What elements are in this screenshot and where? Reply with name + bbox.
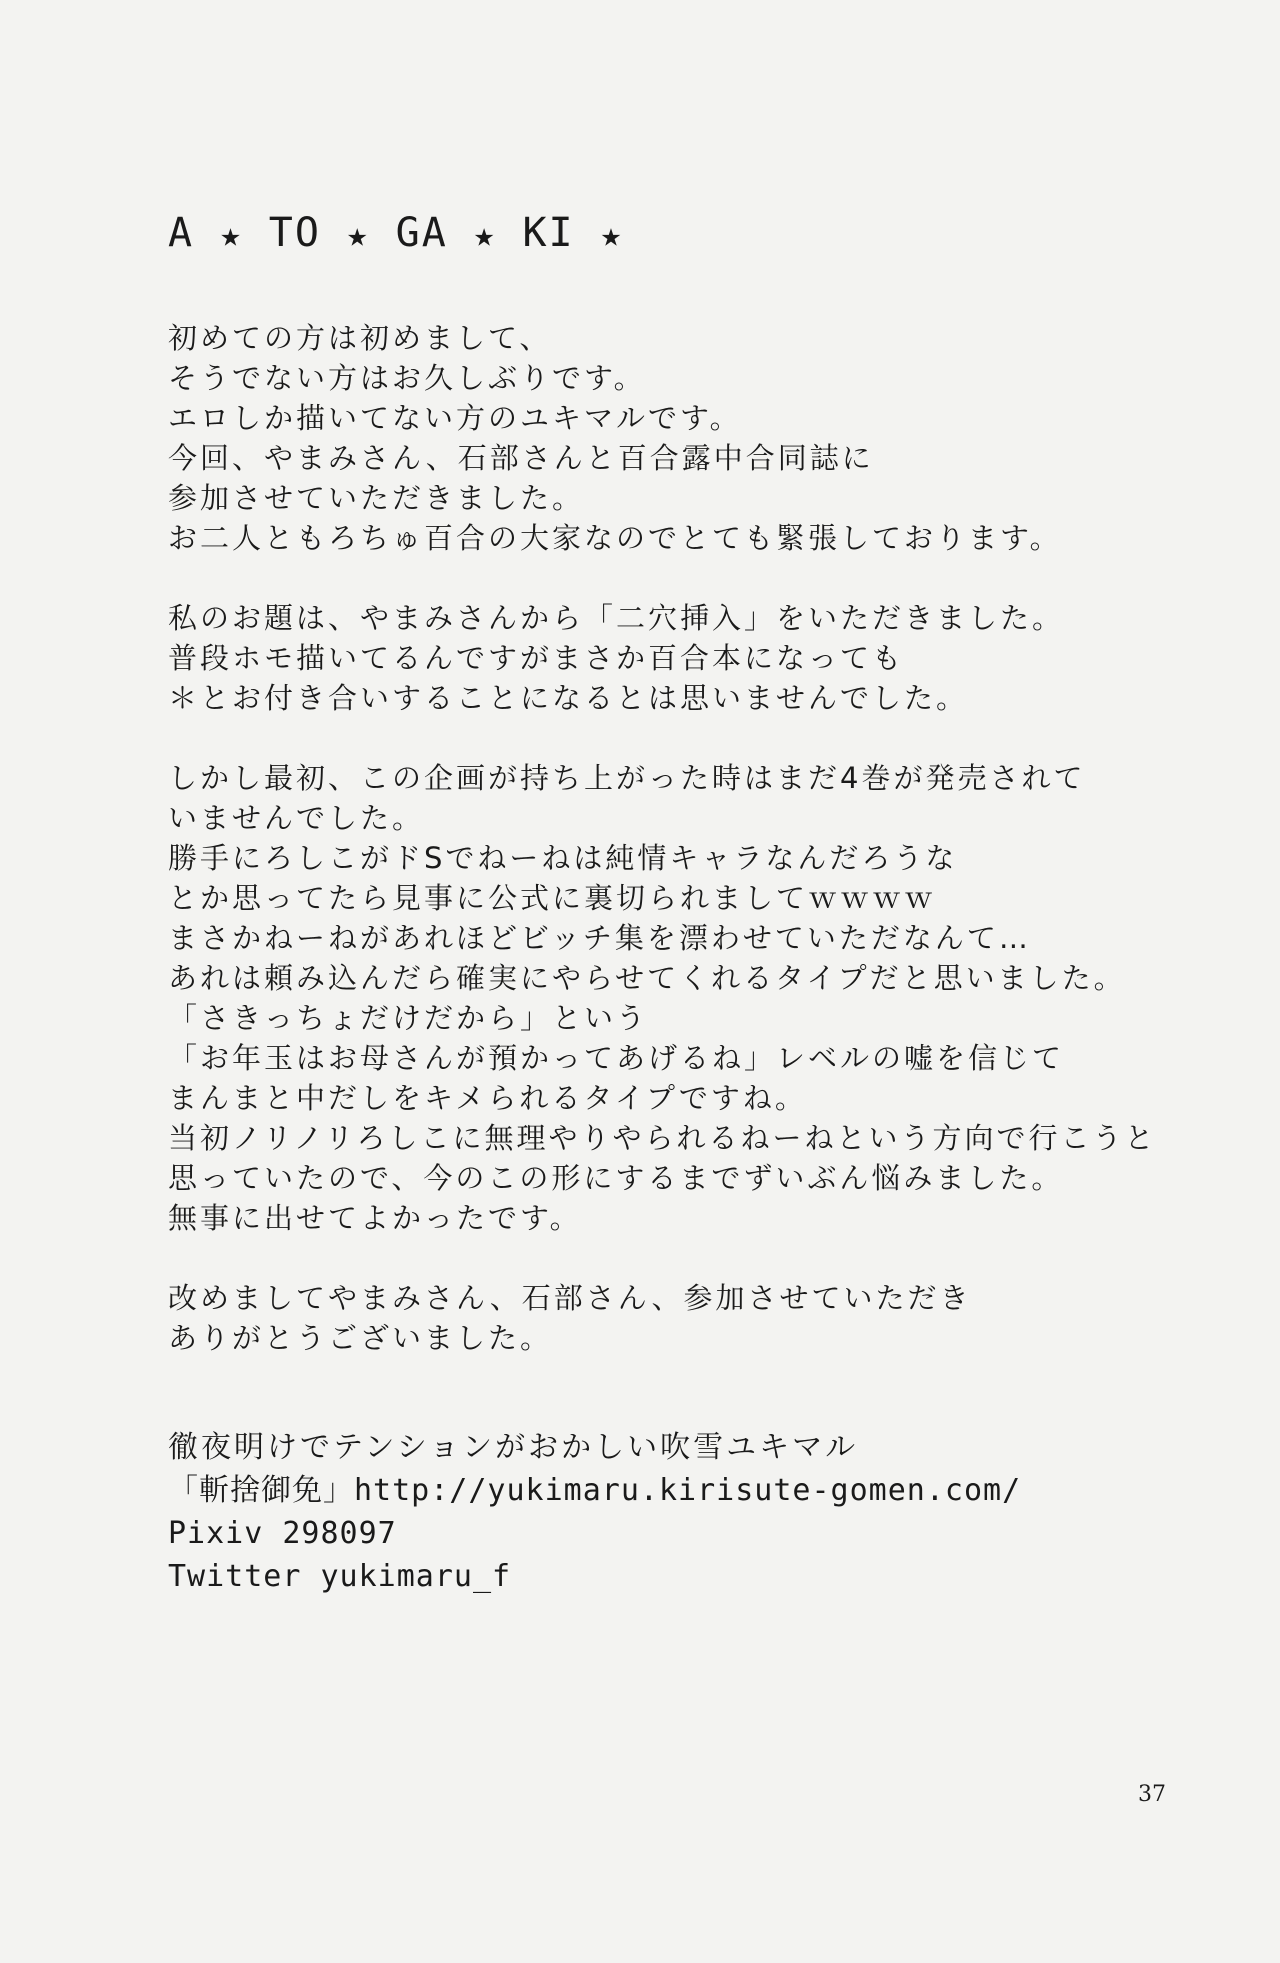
text-line: 私のお題は、やまみさんから「二穴挿入」をいただきました。 — [168, 601, 1065, 635]
text-line: 思っていたので、今のこの形にするまでずいぶん悩みました。 — [168, 1161, 1064, 1195]
text-line: 「お年玉はお母さんが預かってあげるね」レベルの嘘を信じて — [168, 1041, 1065, 1075]
paragraph-thanks — [168, 1278, 1248, 1358]
text-line: 勝手にろしこがドSでねーねは純情キャラなんだろうな — [168, 841, 958, 875]
text-line: 普段ホモ描いてるんですがまさか百合本になっても — [168, 641, 905, 675]
text-line: 初めての方は初めまして、 — [168, 321, 552, 355]
text-line: 「さきっちょだけだから」という — [168, 1001, 649, 1035]
text-line: 改めましてやまみさん、石部さん、参加させていただき — [168, 1281, 972, 1315]
star-icon: ★ — [473, 215, 497, 255]
text-line: 当初ノリノリろしこに無理やりやられるねーねという方向で行こうと — [168, 1121, 1157, 1155]
paragraph-story — [168, 758, 1248, 1238]
star-icon: ★ — [347, 215, 370, 255]
text-line: エロしか描いてない方のユキマルです。 — [168, 401, 742, 435]
pixiv-id: Pixiv 298097 — [168, 1516, 397, 1551]
title-part: GA — [395, 210, 448, 256]
paragraph-greeting — [168, 318, 1248, 558]
text-line: あれは頼み込んだら確実にやらせてくれるタイプだと思いました。 — [168, 961, 1126, 995]
title-part: TO — [268, 210, 321, 256]
text-line: ありがとうございました。 — [168, 1321, 553, 1355]
text-line: いませんでした。 — [168, 801, 425, 835]
star-icon: ★ — [220, 215, 243, 255]
title-part: KI — [522, 210, 575, 256]
author-name: 徹夜明けでテンションがおかしい吹雪ユキマル — [168, 1430, 859, 1465]
text-line: とか思ってたら見事に公式に裏切られましてｗｗｗｗ — [168, 881, 937, 915]
text-line: 参加させていただきました。 — [168, 481, 585, 515]
twitter-handle: Twitter yukimaru_f — [168, 1559, 512, 1594]
text-line: ＊とお付き合いすることになるとは思いませんでした。 — [168, 681, 969, 715]
text-line: そうでない方はお久しぶりです。 — [168, 361, 646, 395]
text-line: まんまと中だしをキメられるタイプですね。 — [168, 1081, 807, 1115]
afterword-body — [168, 318, 1248, 1398]
text-line: しかし最初、この企画が持ち上がった時はまだ4巻が発売されて — [168, 761, 1086, 795]
star-icon: ★ — [600, 215, 624, 255]
afterword-title — [168, 210, 623, 256]
text-line: お二人ともろちゅ百合の大家なのでとても緊張しております。 — [168, 521, 1062, 555]
title-part: A — [168, 210, 195, 256]
paragraph-theme — [168, 598, 1248, 718]
website-link: 「斬捨御免」http://yukimaru.kirisute-gomen.com/ — [168, 1473, 1022, 1508]
text-line: 今回、やまみさん、石部さんと百合露中合同誌に — [168, 441, 874, 475]
text-line: まさかねーねがあれほどビッチ集を漂わせていただなんて… — [168, 921, 1031, 955]
author-signature — [168, 1428, 1248, 1600]
page-number: 37 — [1138, 1782, 1166, 1807]
text-line: 無事に出せてよかったです。 — [168, 1201, 582, 1235]
